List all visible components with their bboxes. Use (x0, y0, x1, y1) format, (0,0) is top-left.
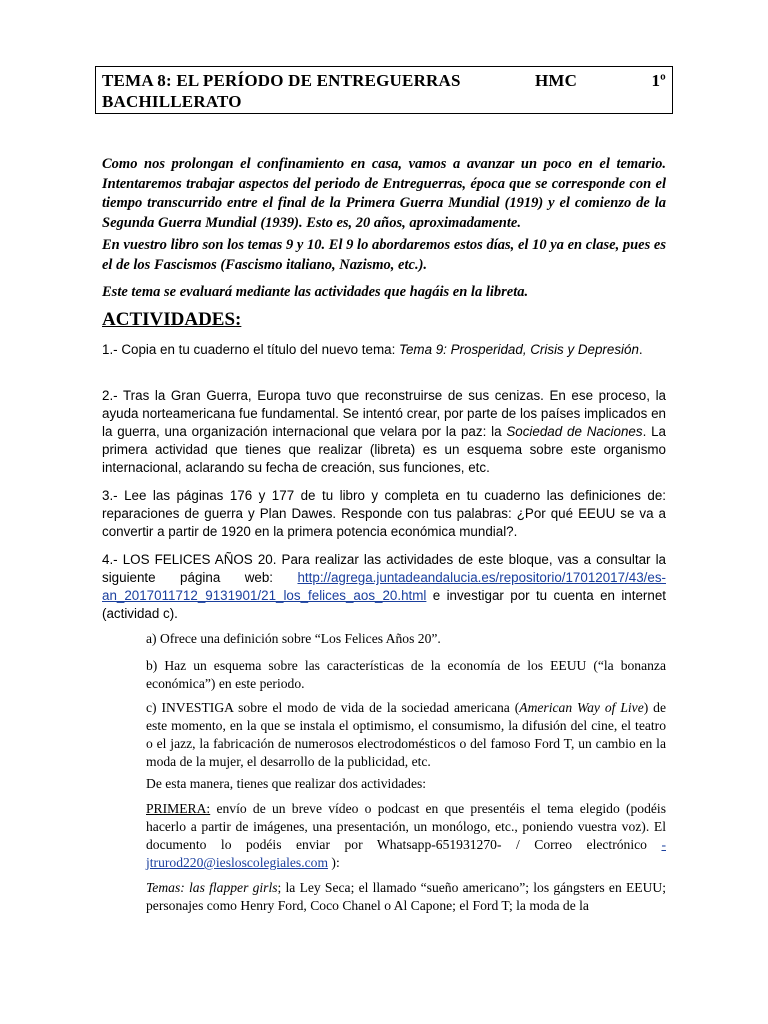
intro-paragraph-3: Este tema se evaluará mediante las actividades que hagáis en la libreta. (102, 284, 529, 300)
activity-1-text: 1.- Copia en tu cuaderno el título del nuevo tema: (102, 342, 400, 357)
activity-2 (102, 387, 666, 477)
activity-2-text: 2.- Tras la Gran Guerra, Europa tuvo que reconstruirse de sus cenizas. En ese proceso, la ayuda norteamericana fue fundamental. Se intentó crear, por parte de los países implicados en la guerra, una organización internacional que velara por la paz: la (102, 388, 666, 439)
activity-2-term: Sociedad de Naciones (506, 424, 643, 439)
intro-paragraph-2: En vuestro libro son los temas 9 y 10. El 9 lo abordaremos estos días, el 10 ya en clase, pues es el de los Fascismos (Fascismo italiano, Nazismo, etc.). (102, 237, 666, 273)
sub-activity-c-end: ) de este momento, en la que se instala el optimismo, el consumismo, la difusión del cine, el teatro o el jazz, la fabricación de numerosos electrodomésticos o del famoso Ford T, un cambio en la moda de la mujer, el desarrollo de la publicidad, etc. (146, 700, 666, 769)
activity-4-text: 4.- LOS FELICES AÑOS 20. Para realizar las actividades de este bloque, vas a consultar la siguiente página web: (102, 552, 666, 585)
temas-paragraph (146, 879, 666, 915)
activities-heading-text: ACTIVIDADES (102, 309, 236, 330)
sub-activity-b: b) Haz un esquema sobre las características de la economía de los EEUU (“la bonanza económica”) en este periodo. (146, 658, 666, 691)
activity-1-topic: Tema 9: Prosperidad, Crisis y Depresión (399, 342, 639, 357)
activity-4 (102, 551, 666, 623)
activity-4-end: e investigar por tu cuenta en internet (actividad c). (102, 588, 666, 621)
activity-4-link[interactable]: http://agrega.juntadeandalucia.es/repositorio/17012017/43/es-an_2017011712_9131901/21_los_felices_aos_20.html (102, 570, 666, 603)
primera-text: envío de un breve vídeo o podcast en que presentéis el tema elegido (podéis hacerlo a partir de imágenes, una presentación, un monólogo, etc., poniendo vuestra voz). El documento lo podéis enviar por Whatsapp-651931270- / Correo electrónico (146, 801, 666, 852)
activity-2-end: . La primera actividad que tienes que realizar (libreta) es un esquema sobre este organismo internacional, aclarando su fecha de creación, sus funciones, etc. (102, 424, 666, 475)
sub-activity-c-term: American Way of Live (519, 700, 644, 715)
title-line-2: BACHILLERATO (102, 92, 242, 111)
title-hmc: HMC (535, 71, 578, 90)
activities-heading (102, 309, 241, 331)
temas-label: Temas: las flapper girls (146, 880, 278, 895)
activity-3: 3.- Lee las páginas 176 y 177 de tu libro y completa en tu cuaderno las definiciones de: reparaciones de guerra y Plan Dawes. Responde con tus palabras: ¿Por qué EEUU se va a convertir a partir de 1920 en la primera potencia económica mundial?. (102, 488, 666, 539)
two-activities-note: De esta manera, tienes que realizar dos actividades: (146, 776, 427, 791)
title-line-1 (102, 70, 666, 91)
primera-paragraph (146, 800, 666, 872)
sub-activity-a: a) Ofrece una definición sobre “Los Felices Años 20”. (146, 631, 441, 646)
activities-heading-colon: : (235, 309, 242, 330)
activity-1 (102, 341, 666, 359)
primera-label: PRIMERA: (146, 801, 211, 816)
sub-activity-c-text: c) INVESTIGA sobre el modo de vida de la sociedad americana ( (146, 700, 520, 715)
title-box (95, 66, 673, 114)
title-level: 1º (651, 71, 666, 90)
primera-end: ): (328, 855, 340, 870)
title-text: TEMA 8: EL PERÍODO DE ENTREGUERRAS (102, 71, 461, 90)
sub-activity-c (146, 699, 666, 771)
intro-paragraph-1: Como nos prolongan el confinamiento en casa, vamos a avanzar un poco en el temario. Intentaremos trabajar aspectos del periodo de Entreguerras, época que se corresponde con el tiempo transcurrido entre el final de la Primera Guerra Mundial (1919) y el comienzo de la Segunda Guerra Mundial (1939). Esto es, 20 años, aproximadamente. (102, 156, 666, 231)
temas-text: ; la Ley Seca; el llamado “sueño americano”; los gángsters en EEUU; personajes como Henry Ford, Coco Chanel o Al Capone; el Ford T; la moda de la (146, 880, 666, 913)
activity-1-end: . (638, 342, 643, 357)
email-link[interactable]: -jtrurod220@iesloscolegiales.com (146, 837, 666, 870)
